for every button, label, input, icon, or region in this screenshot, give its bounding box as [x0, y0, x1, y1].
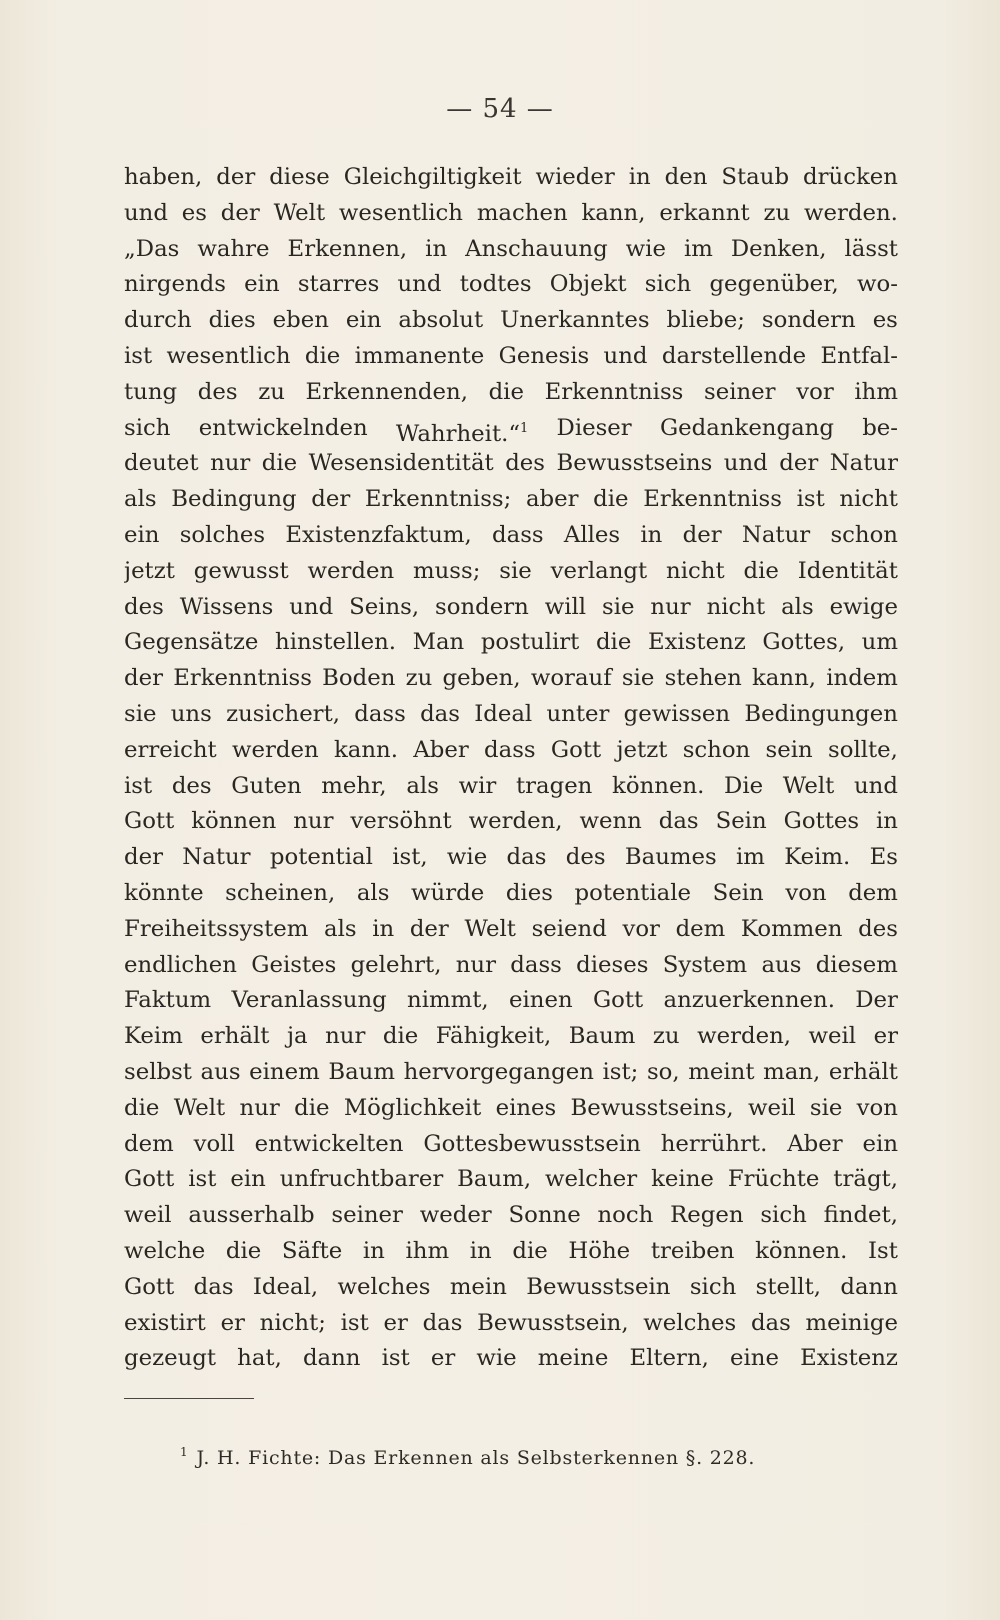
text-line: des Wissens und Seins, sondern will sie nur nicht als ewige	[124, 593, 898, 620]
text-line: ist des Guten mehr, als wir tragen können. Die Welt und	[124, 772, 898, 799]
text-line: sie uns zusichert, dass das Ideal unter gewissen Bedingungen	[124, 700, 898, 727]
text-line: Gott ist ein unfruchtbarer Baum, welcher keine Früchte trägt,	[124, 1166, 898, 1193]
text-line: selbst aus einem Baum hervorgegangen ist; so, meint man, erhält	[124, 1058, 898, 1085]
text-line: nirgends ein starres und todtes Objekt sich gegenüber, wo-	[124, 271, 898, 298]
text-line: als Bedingung der Erkenntniss; aber die Erkenntniss ist nicht	[124, 486, 898, 513]
text-line: „Das wahre Erkennen, in Anschauung wie im Denken, lässt	[124, 235, 898, 262]
footnote-text: J. H. Fichte: Das Erkennen als Selbsterkennen §. 228.	[196, 1447, 756, 1469]
text-line: existirt er nicht; ist er das Bewusstsein, welches das meinige	[124, 1309, 898, 1336]
text-line: Gott das Ideal, welches mein Bewusstsein sich stellt, dann	[124, 1273, 898, 1300]
text-line: sich entwickelnden Wahrheit.“$^1$ Dieser Gedankengang be-	[124, 414, 898, 447]
body-text	[124, 160, 898, 1377]
text-line: jetzt gewusst werden muss; sie verlangt nicht die Identität	[124, 557, 898, 584]
footnote	[180, 1440, 880, 1470]
text-line: Keim erhält ja nur die Fähigkeit, Baum zu werden, weil er	[124, 1023, 898, 1050]
page-number: — 54 —	[446, 94, 554, 124]
text-line: haben, der diese Gleichgiltigkeit wieder in den Staub drücken	[124, 164, 898, 190]
text-line: erreicht werden kann. Aber dass Gott jetzt schon sein sollte,	[124, 736, 898, 763]
footnote-reference: 1	[520, 420, 529, 436]
text-line: ein solches Existenzfaktum, dass Alles in der Natur schon	[124, 521, 898, 548]
text-line: tung des zu Erkennenden, die Erkenntniss seiner vor ihm	[124, 378, 898, 405]
text-line: und es der Welt wesentlich machen kann, erkannt zu werden.	[124, 199, 898, 226]
text-line: endlichen Geistes gelehrt, nur dass dieses System aus diesem	[124, 951, 898, 978]
text-line: welche die Säfte in ihm in die Höhe treiben können. Ist	[124, 1237, 898, 1264]
footnote-divider	[124, 1398, 254, 1399]
text-line: durch dies eben ein absolut Unerkanntes bliebe; sondern es	[124, 307, 898, 334]
text-line: dem voll entwickelten Gottesbewusstsein herrührt. Aber ein	[124, 1130, 898, 1157]
text-line: Faktum Veranlassung nimmt, einen Gott anzuerkennen. Der	[124, 987, 898, 1014]
text-line: der Erkenntniss Boden zu geben, worauf sie stehen kann, indem	[124, 665, 898, 692]
text-line: könnte scheinen, als würde dies potentiale Sein von dem	[124, 879, 898, 906]
text-line: die Welt nur die Möglichkeit eines Bewusstseins, weil sie von	[124, 1094, 898, 1121]
text-line: Gott können nur versöhnt werden, wenn das Sein Gottes in	[124, 808, 898, 835]
text-line: weil ausserhalb seiner weder Sonne noch Regen sich findet,	[124, 1202, 898, 1229]
text-line: der Natur potential ist, wie das des Baumes im Keim. Es	[124, 844, 898, 871]
footnote-marker: 1	[180, 1445, 189, 1459]
text-line: Gegensätze hinstellen. Man postulirt die Existenz Gottes, um	[124, 629, 898, 656]
text-line: gezeugt hat, dann ist er wie meine Eltern, eine Existenz	[124, 1345, 898, 1372]
text-line: deutet nur die Wesensidentität des Bewusstseins und der Natur	[124, 450, 898, 477]
text-line: ist wesentlich die immanente Genesis und darstellende Entfal-	[124, 342, 898, 369]
text-line: Freiheitssystem als in der Welt seiend vor dem Kommen des	[124, 915, 898, 942]
